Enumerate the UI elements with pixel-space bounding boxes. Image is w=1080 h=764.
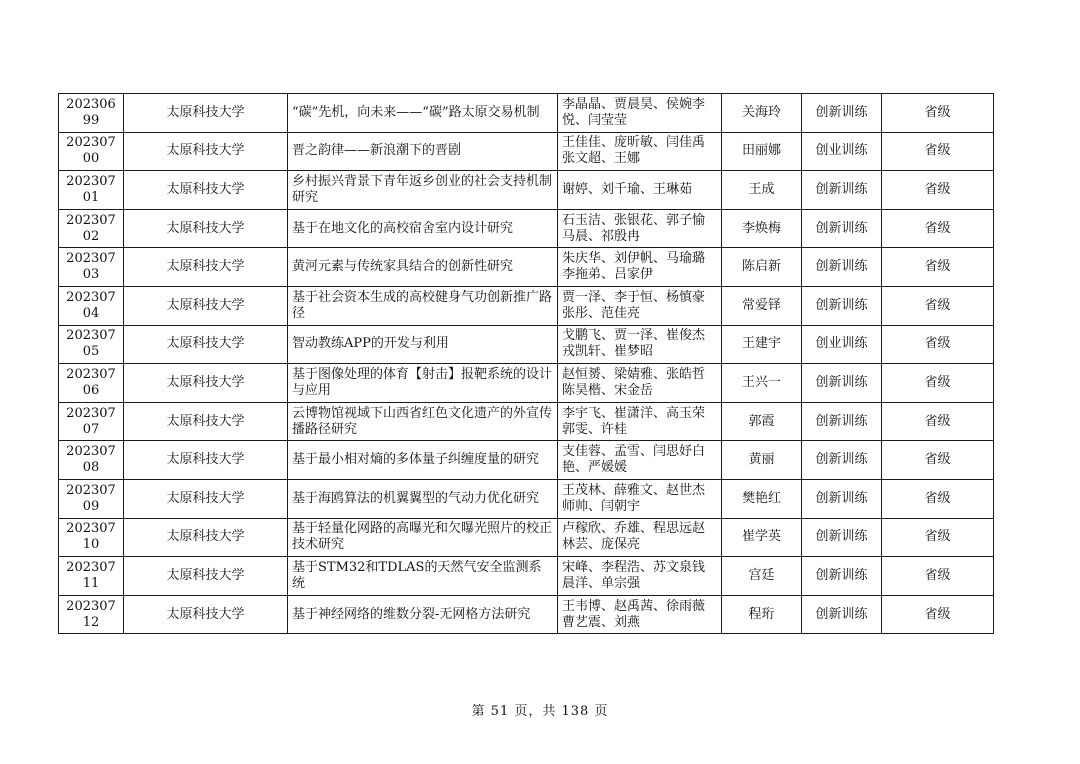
project-id-cell: 20230710 xyxy=(59,518,124,557)
table-row xyxy=(59,402,994,441)
table-row xyxy=(59,132,994,171)
members-cell: 宋峰、李程浩、苏文泉钱晨洋、单宗强 xyxy=(558,557,722,596)
level-cell: 省级 xyxy=(882,402,994,441)
advisor-cell: 宫廷 xyxy=(722,557,802,596)
project-name-cell: 基于社会资本生成的高校健身气功创新推广路径 xyxy=(288,286,558,325)
project-name-cell: 基于最小相对熵的多体量子纠缠度量的研究 xyxy=(288,441,558,480)
page-footer: 第 51 页，共 138 页 xyxy=(471,704,609,719)
school-cell: 太原科技大学 xyxy=(124,441,288,480)
level-cell: 省级 xyxy=(882,132,994,171)
table-row xyxy=(59,364,994,403)
members-cell: 戈鹏飞、贾一泽、崔俊杰戎凯轩、崔梦昭 xyxy=(558,325,722,364)
members-cell: 王韦博、赵禹茜、徐雨薇曹艺震、刘燕 xyxy=(558,595,722,634)
advisor-cell: 郭霞 xyxy=(722,402,802,441)
project-id-cell: 20230703 xyxy=(59,248,124,287)
project-name-cell: “碳”先机，向未来——“碳”路太原交易机制 xyxy=(288,94,558,133)
table-row xyxy=(59,479,994,518)
project-type-cell: 创新训练 xyxy=(802,518,882,557)
table-row xyxy=(59,171,994,210)
advisor-cell: 王成 xyxy=(722,171,802,210)
project-id-cell: 20230707 xyxy=(59,402,124,441)
level-cell: 省级 xyxy=(882,557,994,596)
members-cell: 王佳佳、庞昕敏、闫佳禹张文超、王娜 xyxy=(558,132,722,171)
project-id-cell: 20230706 xyxy=(59,364,124,403)
project-name-cell: 黄河元素与传统家具结合的创新性研究 xyxy=(288,248,558,287)
advisor-cell: 李焕梅 xyxy=(722,209,802,248)
table-row xyxy=(59,248,994,287)
level-cell: 省级 xyxy=(882,209,994,248)
advisor-cell: 田丽娜 xyxy=(722,132,802,171)
project-name-cell: 基于海鸥算法的机翼翼型的气动力优化研究 xyxy=(288,479,558,518)
project-id-cell: 20230711 xyxy=(59,557,124,596)
members-cell: 贾一泽、李于恒、杨慎豪张彤、范佳亮 xyxy=(558,286,722,325)
table-row xyxy=(59,518,994,557)
table-body xyxy=(59,94,994,634)
school-cell: 太原科技大学 xyxy=(124,94,288,133)
project-type-cell: 创新训练 xyxy=(802,171,882,210)
school-cell: 太原科技大学 xyxy=(124,402,288,441)
level-cell: 省级 xyxy=(882,441,994,480)
school-cell: 太原科技大学 xyxy=(124,248,288,287)
members-cell: 支佳蓉、孟雪、闫思妤白艳、严媛媛 xyxy=(558,441,722,480)
advisor-cell: 王兴一 xyxy=(722,364,802,403)
level-cell: 省级 xyxy=(882,94,994,133)
level-cell: 省级 xyxy=(882,595,994,634)
project-type-cell: 创新训练 xyxy=(802,441,882,480)
project-name-cell: 基于轻量化网路的高曝光和欠曝光照片的校正技术研究 xyxy=(288,518,558,557)
members-cell: 王茂林、薛雅文、赵世杰师帅、闫朝宇 xyxy=(558,479,722,518)
school-cell: 太原科技大学 xyxy=(124,132,288,171)
project-type-cell: 创新训练 xyxy=(802,402,882,441)
level-cell: 省级 xyxy=(882,248,994,287)
table-row xyxy=(59,595,994,634)
members-cell: 李宇飞、崔潇洋、高玉荣郭雯、许桂 xyxy=(558,402,722,441)
level-cell: 省级 xyxy=(882,364,994,403)
project-type-cell: 创业训练 xyxy=(802,132,882,171)
table-row xyxy=(59,557,994,596)
advisor-cell: 樊艳红 xyxy=(722,479,802,518)
project-id-cell: 20230699 xyxy=(59,94,124,133)
project-name-cell: 云博物馆视域下山西省红色文化遗产的外宣传播路径研究 xyxy=(288,402,558,441)
advisor-cell: 陈启新 xyxy=(722,248,802,287)
project-type-cell: 创新训练 xyxy=(802,209,882,248)
project-id-cell: 20230709 xyxy=(59,479,124,518)
level-cell: 省级 xyxy=(882,325,994,364)
project-name-cell: 晋之韵律——新浪潮下的晋剧 xyxy=(288,132,558,171)
school-cell: 太原科技大学 xyxy=(124,364,288,403)
school-cell: 太原科技大学 xyxy=(124,286,288,325)
project-id-cell: 20230702 xyxy=(59,209,124,248)
project-type-cell: 创新训练 xyxy=(802,94,882,133)
advisor-cell: 程珩 xyxy=(722,595,802,634)
project-id-cell: 20230705 xyxy=(59,325,124,364)
project-id-cell: 20230708 xyxy=(59,441,124,480)
project-id-cell: 20230704 xyxy=(59,286,124,325)
project-id-cell: 20230700 xyxy=(59,132,124,171)
advisor-cell: 崔学英 xyxy=(722,518,802,557)
project-name-cell: 基于在地文化的高校宿舍室内设计研究 xyxy=(288,209,558,248)
table-row xyxy=(59,94,994,133)
advisor-cell: 常爱铎 xyxy=(722,286,802,325)
project-name-cell: 智动教练APP的开发与利用 xyxy=(288,325,558,364)
school-cell: 太原科技大学 xyxy=(124,209,288,248)
project-type-cell: 创业训练 xyxy=(802,325,882,364)
members-cell: 石玉洁、张银花、郭子愉马晨、祁殷冉 xyxy=(558,209,722,248)
school-cell: 太原科技大学 xyxy=(124,557,288,596)
project-name-cell: 基于图像处理的体育【射击】报靶系统的设计与应用 xyxy=(288,364,558,403)
table-row xyxy=(59,441,994,480)
project-type-cell: 创新训练 xyxy=(802,286,882,325)
project-id-cell: 20230712 xyxy=(59,595,124,634)
table-row xyxy=(59,209,994,248)
project-type-cell: 创新训练 xyxy=(802,248,882,287)
project-name-cell: 乡村振兴背景下青年返乡创业的社会支持机制研究 xyxy=(288,171,558,210)
level-cell: 省级 xyxy=(882,171,994,210)
project-type-cell: 创新训练 xyxy=(802,595,882,634)
table-row xyxy=(59,325,994,364)
school-cell: 太原科技大学 xyxy=(124,479,288,518)
school-cell: 太原科技大学 xyxy=(124,325,288,364)
school-cell: 太原科技大学 xyxy=(124,595,288,634)
members-cell: 李晶晶、贾晨昊、侯婉李悦、闫莹莹 xyxy=(558,94,722,133)
project-table xyxy=(58,93,994,634)
project-id-cell: 20230701 xyxy=(59,171,124,210)
project-type-cell: 创新训练 xyxy=(802,557,882,596)
table-row xyxy=(59,286,994,325)
members-cell: 卢稼欣、乔雄、程思远赵林芸、庞保亮 xyxy=(558,518,722,557)
level-cell: 省级 xyxy=(882,518,994,557)
advisor-cell: 王建宇 xyxy=(722,325,802,364)
school-cell: 太原科技大学 xyxy=(124,171,288,210)
level-cell: 省级 xyxy=(882,479,994,518)
school-cell: 太原科技大学 xyxy=(124,518,288,557)
project-name-cell: 基于STM32和TDLAS的天然气安全监测系统 xyxy=(288,557,558,596)
project-name-cell: 基于神经网络的维数分裂-无网格方法研究 xyxy=(288,595,558,634)
members-cell: 朱庆华、刘伊帆、马瑜璐李拖弟、吕家伊 xyxy=(558,248,722,287)
project-type-cell: 创新训练 xyxy=(802,479,882,518)
members-cell: 谢婷、刘千瑜、王琳茹 xyxy=(558,171,722,210)
level-cell: 省级 xyxy=(882,286,994,325)
advisor-cell: 黄丽 xyxy=(722,441,802,480)
members-cell: 赵恒赟、梁婧雅、张皓哲陈昊楷、宋金岳 xyxy=(558,364,722,403)
advisor-cell: 关海玲 xyxy=(722,94,802,133)
project-type-cell: 创新训练 xyxy=(802,364,882,403)
